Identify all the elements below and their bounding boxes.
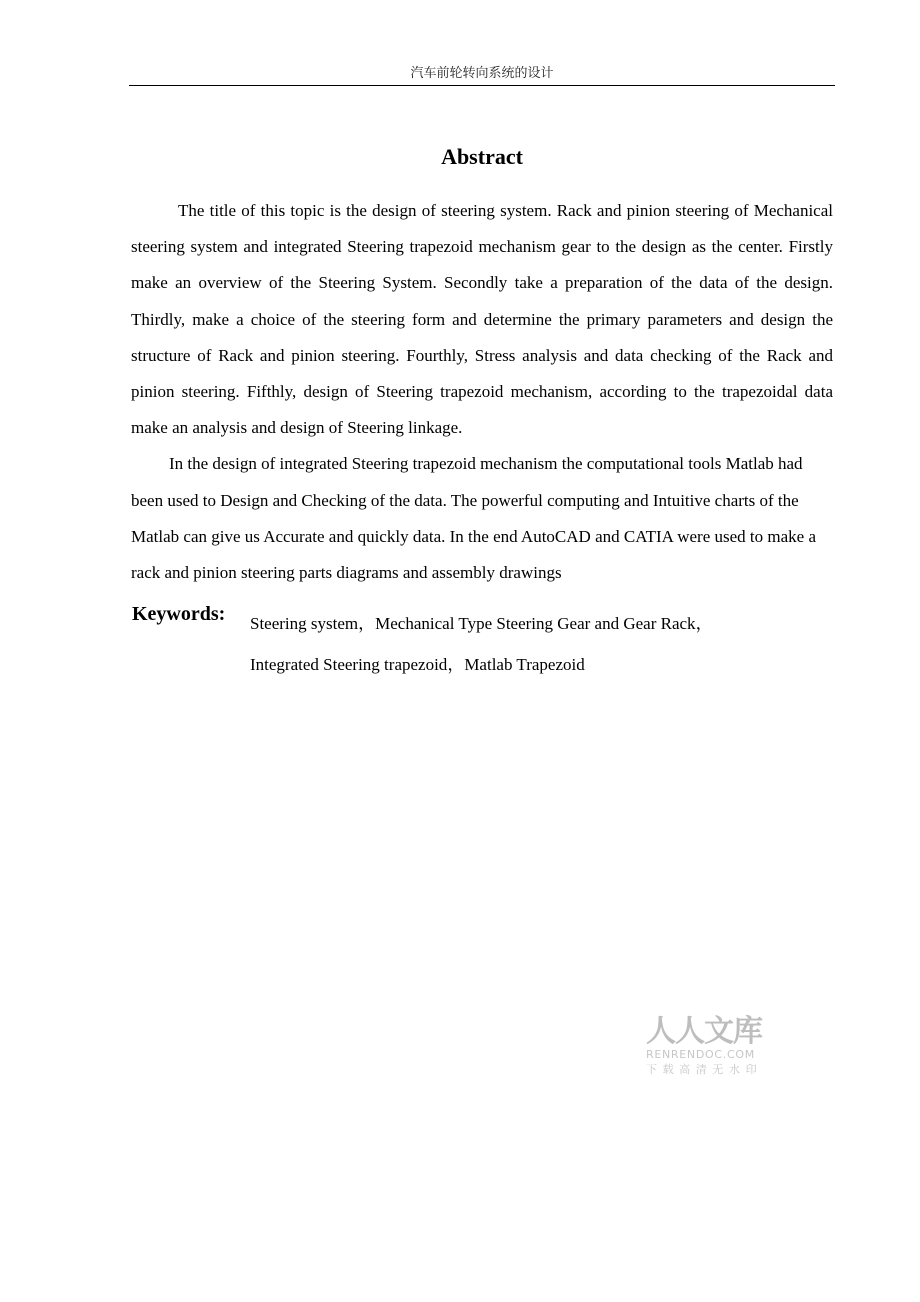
header-rule: [129, 85, 835, 86]
watermark-domain: RENRENDOC.COM: [646, 1048, 755, 1061]
running-header: 汽车前轮转向系统的设计: [410, 66, 554, 81]
abstract-title: Abstract: [441, 144, 523, 169]
keyword-separator: ，: [358, 614, 376, 633]
keyword-item: Steering system: [250, 614, 359, 633]
keyword-item: Integrated Steering trapezoid: [250, 655, 448, 674]
keyword-separator: ，: [695, 614, 713, 633]
keyword-item: Matlab Trapezoid: [464, 655, 585, 674]
watermark-logo: 人人文库: [646, 1014, 762, 1049]
watermark-tagline: 下载高清无水印: [646, 1063, 763, 1076]
keywords-list: [250, 603, 810, 685]
abstract-paragraph: The title of this topic is the design of steering system. Rack and pinion steering of Mechanical steering system and integrated Steering trapezoid mechanism gear to the design as the center. Firstly make an overview of the Steering System. Secondly take a preparation of the data of the design. Thirdly, make a choice of the steering form and determine the primary parameters and design the structure of Rack and pinion steering. Fourthly, Stress analysis and data checking of the Rack and pinion steering. Fifthly, design of Steering trapezoid mechanism, according to the trapezoidal data make an analysis and design of Steering linkage.: [131, 201, 833, 438]
abstract-body: [131, 193, 833, 591]
abstract-paragraph: In the design of integrated Steering trapezoid mechanism the computational tools Matlab had been used to Design and Checking of the data. The powerful computing and Intuitive charts of the Matlab can give us Accurate and quickly data. In the end AutoCAD and CATIA were used to make a rack and pinion steering parts diagrams and assembly drawings: [131, 454, 816, 583]
keywords-label: Keywords:: [132, 603, 226, 625]
keyword-separator: ，: [447, 655, 465, 674]
keyword-item: Mechanical Type Steering Gear and Gear Rack: [375, 614, 696, 633]
watermark: [646, 1016, 772, 1077]
